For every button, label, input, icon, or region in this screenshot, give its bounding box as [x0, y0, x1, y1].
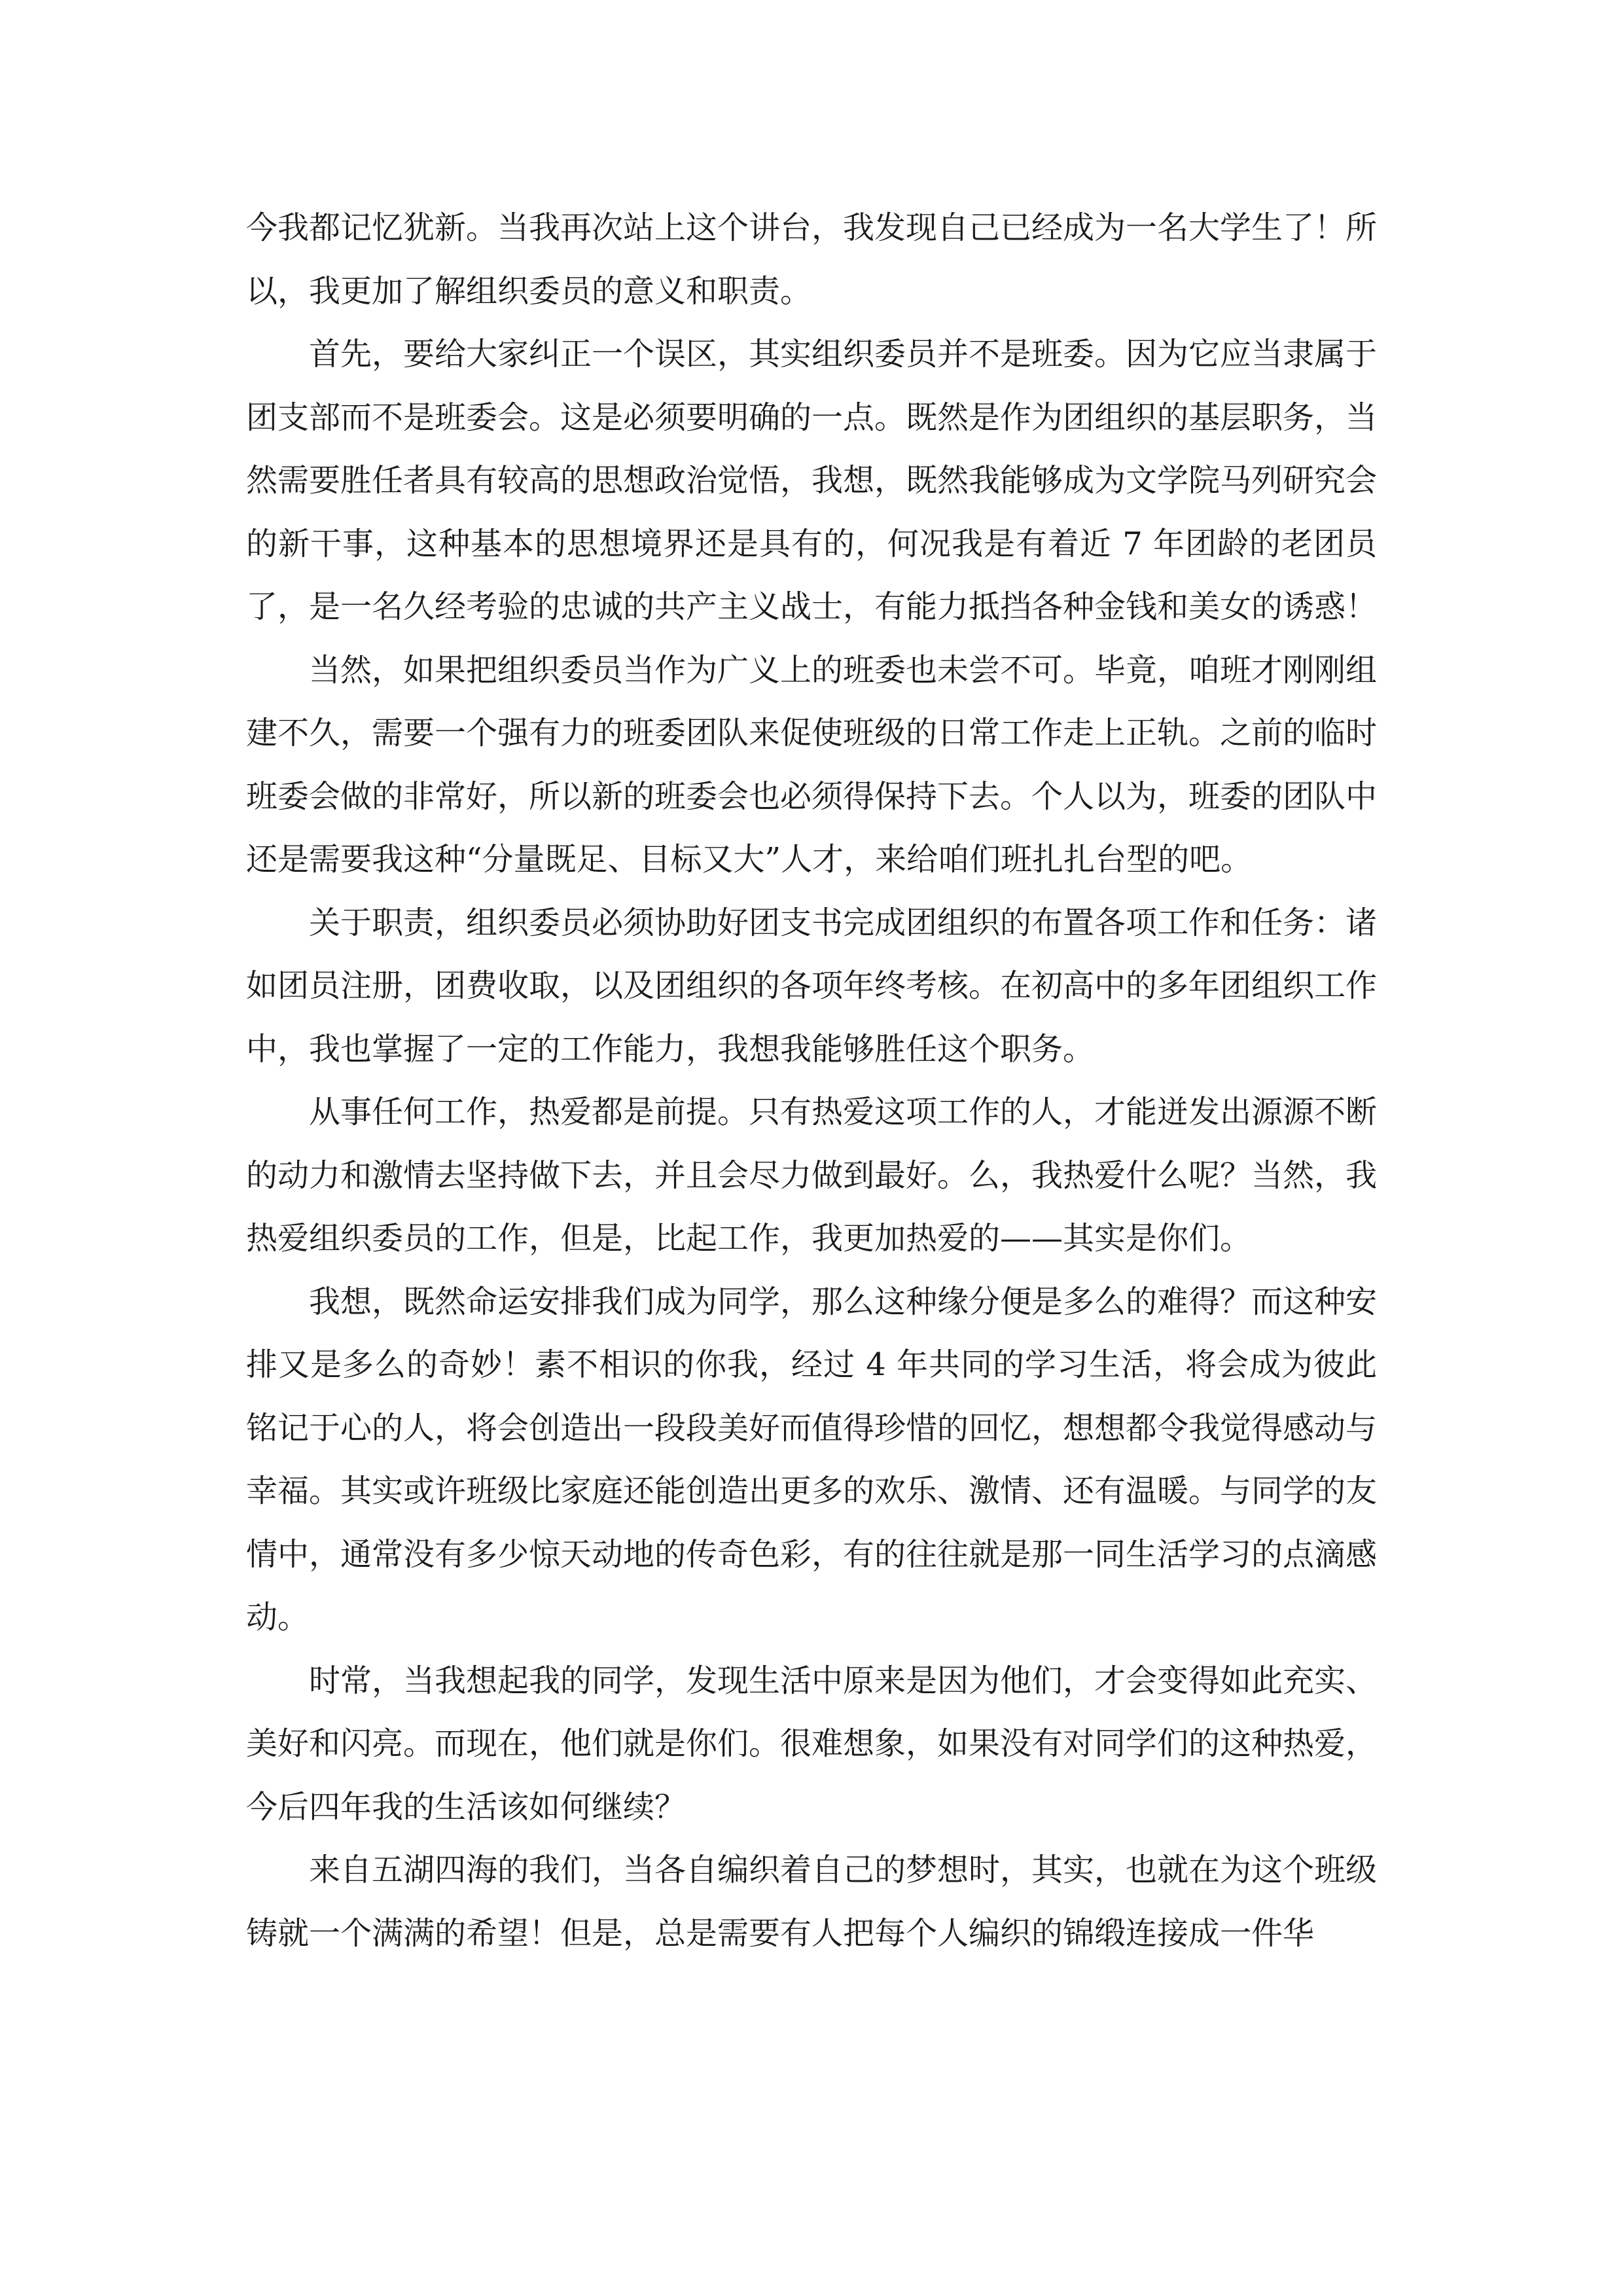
paragraph-7: 时常，当我想起我的同学，发现生活中原来是因为他们，才会变得如此充实、美好和闪亮。而现在，他们就是你们。很难想象，如果没有对同学们的这种热爱，今后四年我的生活该如何继续？	[246, 1662, 1378, 1825]
paragraph-3: 当然，如果把组织委员当作为广义上的班委也未尝不可。毕竟，咱班才刚刚组建不久，需要一个强有力的班委团队来促使班级的日常工作走上正轨。之前的临时班委会做的非常好，所以新的班委会也必须得保持下去。个人以为，班委的团队中还是需要我这种“分量既足、目标又大”人才，来给咱们班扎扎台型的吧。	[246, 651, 1378, 878]
paragraph-2: 首先，要给大家纠正一个误区，其实组织委员并不是班委。因为它应当隶属于团支部而不是班委会。这是必须要明确的一点。既然是作为团组织的基层职务，当然需要胜任者具有较高的思想政治觉悟，我想，既然我能够成为文学院马列研究会的新干事，这种基本的思想境界还是具有的，何况我是有着近 7 年团龄的老团员了，是一名久经考验的忠诚的共产主义战士，有能力抵挡各种金钱和美女的诱惑！	[246, 336, 1378, 625]
paragraph-1: 今我都记忆犹新。当我再次站上这个讲台，我发现自己已经成为一名大学生了！所以，我更加了解组织委员的意义和职责。	[246, 209, 1378, 310]
paragraph-6: 我想，既然命运安排我们成为同学，那么这种缘分便是多么的难得？而这种安排又是多么的奇妙！素不相识的你我，经过 4 年共同的学习生活，将会成为彼此铭记于心的人，将会创造出一段段美好而值得珍惜的回忆，想想都令我觉得感动与幸福。其实或许班级比家庭还能创造出更多的欢乐、激情、还有温暖。与同学的友情中，通常没有多少惊天动地的传奇色彩，有的往往就是那一同生活学习的点滴感动。	[246, 1283, 1378, 1636]
paragraph-5: 从事任何工作，热爱都是前提。只有热爱这项工作的人，才能迸发出源源不断的动力和激情去坚持做下去，并且会尽力做到最好。么，我热爱什么呢？当然，我热爱组织委员的工作，但是，比起工作，我更加热爱的——其实是你们。	[246, 1094, 1378, 1257]
paragraph-8: 来自五湖四海的我们，当各自编织着自己的梦想时，其实，也就在为这个班级铸就一个满满的希望！但是，总是需要有人把每个人编织的锦缎连接成一件华	[246, 1852, 1378, 1952]
paragraph-4: 关于职责，组织委员必须协助好团支书完成团组织的布置各项工作和任务：诸如团员注册，团费收取，以及团组织的各项年终考核。在初高中的多年团组织工作中，我也掌握了一定的工作能力，我想我能够胜任这个职务。	[246, 904, 1378, 1067]
document-body	[246, 196, 1377, 1965]
